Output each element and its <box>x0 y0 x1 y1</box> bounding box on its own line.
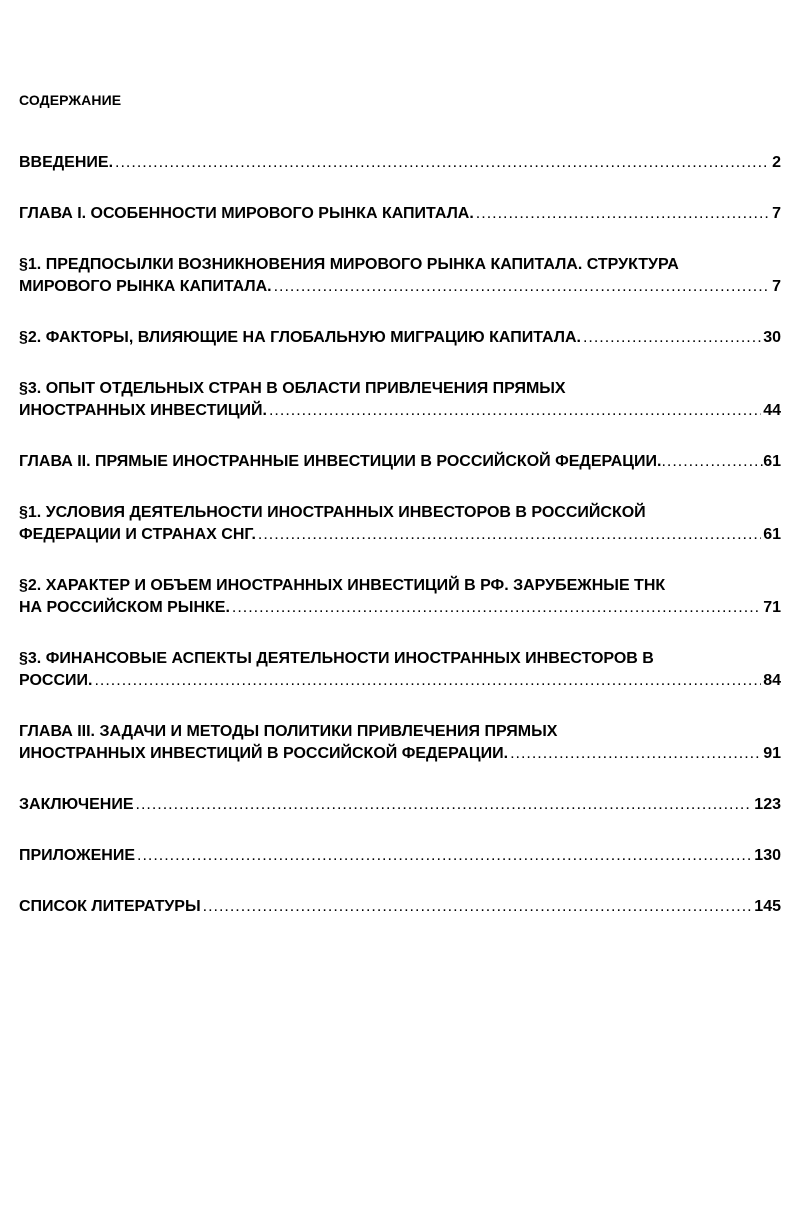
toc-entry-title-line1: §1. ПРЕДПОСЫЛКИ ВОЗНИКНОВЕНИЯ МИРОВОГО РЫНКА КАПИТАЛА. СТРУКТУРА <box>19 256 679 273</box>
toc-entry-title: ПРИЛОЖЕНИЕ <box>19 847 135 864</box>
toc-entry-title-line1: ГЛАВА III. ЗАДАЧИ И МЕТОДЫ ПОЛИТИКИ ПРИВЛЕЧЕНИЯ ПРЯМЫХ <box>19 723 558 740</box>
toc-page-number: 84 <box>763 672 781 689</box>
toc-entry-chapter-1-section-2 <box>19 327 781 349</box>
dot-leader <box>115 152 770 174</box>
dot-leader <box>232 597 761 619</box>
dot-leader <box>510 743 761 765</box>
toc-entry-title: ФЕДЕРАЦИИ И СТРАНАХ СНГ. <box>19 526 256 543</box>
toc-entry-title: §2. ФАКТОРЫ, ВЛИЯЮЩИЕ НА ГЛОБАЛЬНУЮ МИГРАЦИЮ КАПИТАЛА. <box>19 329 581 346</box>
toc-entry-row <box>19 327 781 349</box>
dot-leader <box>661 451 763 473</box>
toc-entry-chapter-1-section-1 <box>19 254 781 298</box>
toc-heading: СОДЕРЖАНИЕ <box>19 92 122 108</box>
dot-leader <box>274 276 771 298</box>
toc-page-number: 30 <box>763 329 781 346</box>
toc-entry-row <box>19 524 781 546</box>
toc-entry-chapter-3 <box>19 721 781 765</box>
toc-page-number: 44 <box>763 402 781 419</box>
toc-entry-row <box>19 794 781 816</box>
dot-leader <box>94 670 761 692</box>
toc-entry-chapter-2-section-1 <box>19 502 781 546</box>
toc-entry-chapter-1 <box>19 203 781 225</box>
toc-entry-title-line1: §1. УСЛОВИЯ ДЕЯТЕЛЬНОСТИ ИНОСТРАННЫХ ИНВЕСТОРОВ В РОССИЙСКОЙ <box>19 504 646 521</box>
toc-entry-introduction <box>19 152 781 174</box>
toc-entry-row <box>19 203 781 225</box>
toc-entry-row <box>19 845 781 867</box>
dot-leader <box>136 794 753 816</box>
toc-page-number: 91 <box>763 745 781 762</box>
toc-entry-appendix <box>19 845 781 867</box>
toc-entry-row <box>19 276 781 298</box>
toc-entry-row <box>19 896 781 918</box>
toc-entry-title-line1: §3. ФИНАНСОВЫЕ АСПЕКТЫ ДЕЯТЕЛЬНОСТИ ИНОСТРАННЫХ ИНВЕСТОРОВ В <box>19 650 654 667</box>
toc-entry-title: ГЛАВА II. ПРЯМЫЕ ИНОСТРАННЫЕ ИНВЕСТИЦИИ В РОССИЙСКОЙ ФЕДЕРАЦИИ. <box>19 453 662 470</box>
dot-leader <box>583 327 761 349</box>
toc-entry-row <box>19 152 781 174</box>
toc-entry-conclusion <box>19 794 781 816</box>
toc-page-number: 145 <box>754 898 781 915</box>
toc-entry-chapter-2-section-2 <box>19 575 781 619</box>
toc-entry-title: СПИСОК ЛИТЕРАТУРЫ <box>19 898 201 915</box>
toc-entry-chapter-2-section-3 <box>19 648 781 692</box>
toc-entry-title: НА РОССИЙСКОМ РЫНКЕ. <box>19 599 230 616</box>
toc-page-number: 130 <box>754 847 781 864</box>
toc-entry-chapter-1-section-3 <box>19 378 781 422</box>
toc-entry-title: РОССИИ. <box>19 672 93 689</box>
toc-entry-title: ГЛАВА I. ОСОБЕННОСТИ МИРОВОГО РЫНКА КАПИТАЛА. <box>19 205 474 222</box>
toc-page-number: 61 <box>763 526 781 543</box>
toc-entry-title: ИНОСТРАННЫХ ИНВЕСТИЦИЙ В РОССИЙСКОЙ ФЕДЕРАЦИИ. <box>19 745 509 762</box>
toc-entry-row <box>19 743 781 765</box>
toc-page-number: 123 <box>754 796 781 813</box>
table-of-contents <box>19 152 781 947</box>
toc-entry-row <box>19 451 781 473</box>
toc-entry-title: ИНОСТРАННЫХ ИНВЕСТИЦИЙ. <box>19 402 267 419</box>
toc-entry-title-line1: §2. ХАРАКТЕР И ОБЪЕМ ИНОСТРАННЫХ ИНВЕСТИЦИЙ В РФ. ЗАРУБЕЖНЫЕ ТНК <box>19 577 666 594</box>
toc-entry-title: ЗАКЛЮЧЕНИЕ <box>19 796 134 813</box>
toc-entry-title: МИРОВОГО РЫНКА КАПИТАЛА. <box>19 278 272 295</box>
dot-leader <box>203 896 753 918</box>
toc-page-number: 7 <box>772 278 781 295</box>
toc-page-number: 2 <box>772 154 781 171</box>
dot-leader <box>269 400 761 422</box>
dot-leader <box>476 203 770 225</box>
toc-page-number: 71 <box>763 599 781 616</box>
toc-entry-title-line1: §3. ОПЫТ ОТДЕЛЬНЫХ СТРАН В ОБЛАСТИ ПРИВЛЕЧЕНИЯ ПРЯМЫХ <box>19 380 566 397</box>
dot-leader <box>258 524 761 546</box>
toc-entry-row <box>19 670 781 692</box>
toc-page-number: 7 <box>772 205 781 222</box>
toc-page-number: 61 <box>763 453 781 470</box>
dot-leader <box>137 845 752 867</box>
toc-entry-references <box>19 896 781 918</box>
toc-entry-row <box>19 400 781 422</box>
toc-entry-chapter-2 <box>19 451 781 473</box>
toc-entry-row <box>19 597 781 619</box>
toc-entry-title: ВВЕДЕНИЕ. <box>19 154 114 171</box>
